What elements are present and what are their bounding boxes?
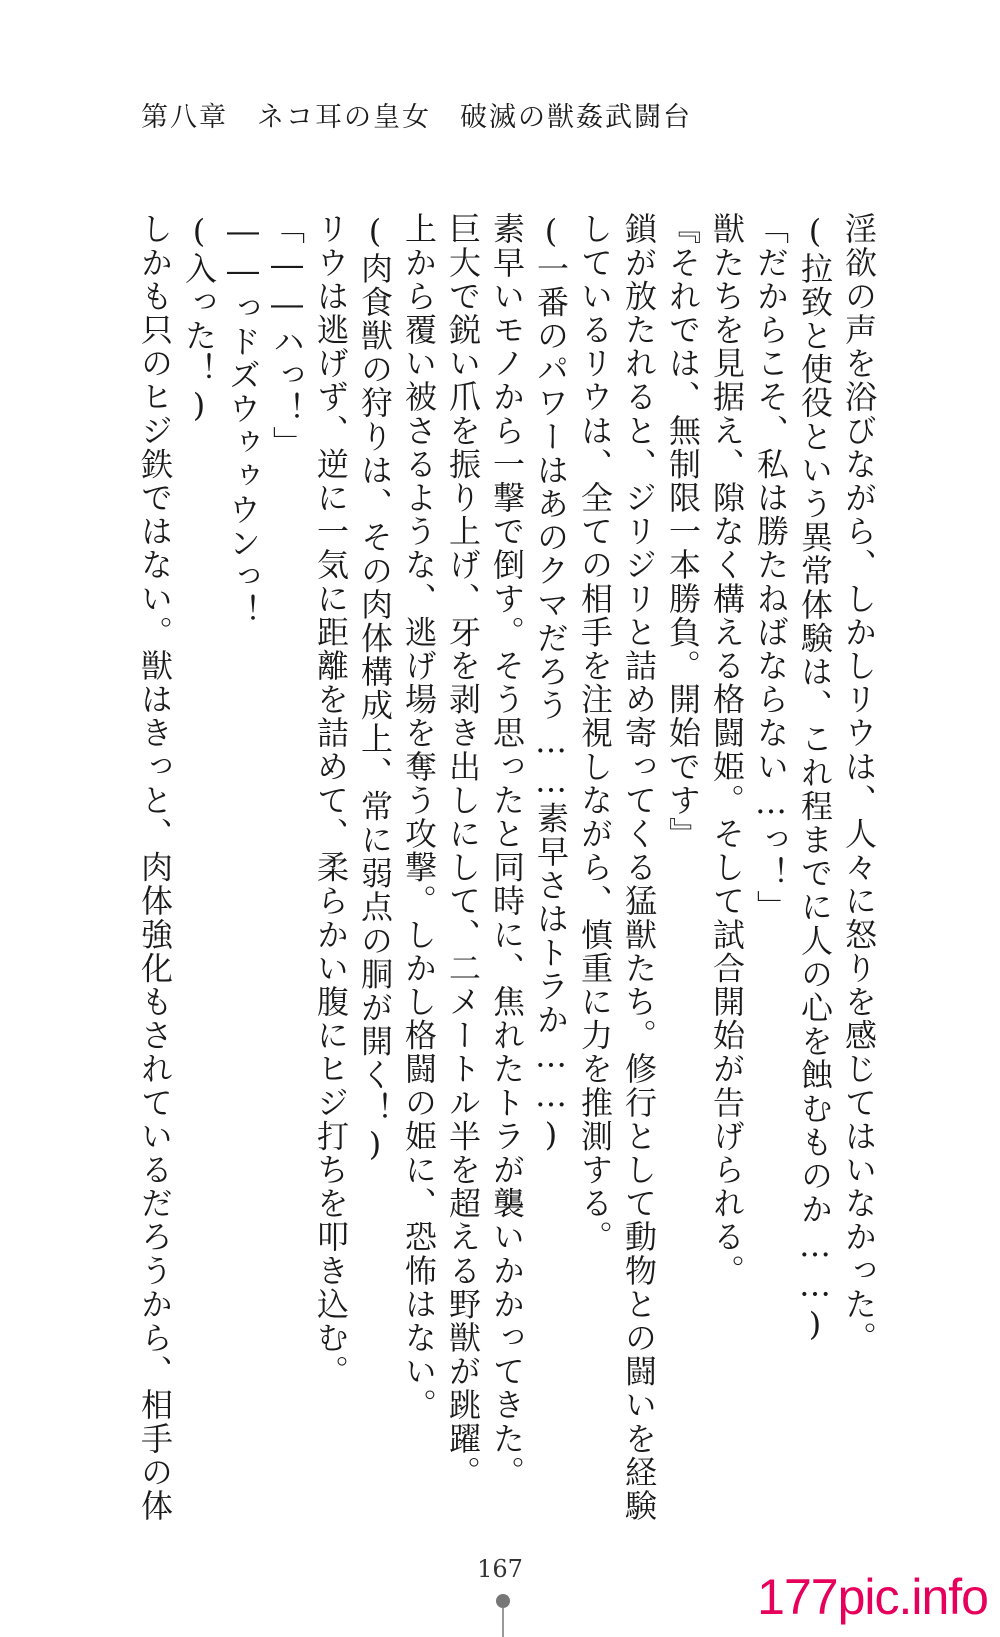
text-line: 素早いモノから一撃で倒す。そう思ったと同時に、焦れたトラが襲いかかってきた。 [488, 212, 526, 1489]
body-text [136, 212, 881, 1523]
text-line: ――っドズウゥゥウンっ！ [224, 212, 262, 628]
text-line: 巨大で鋭い爪を振り上げ、牙を剥き出しにして、二メートル半を超える野獣が跳躍。 [444, 212, 482, 1489]
text-line: (肉食獣の狩りは、その肉体構成上、常に弱点の胴が開く！) [356, 212, 394, 1165]
folio-dot-ornament [496, 1594, 510, 1608]
text-line: (入った！) [180, 212, 218, 426]
text-line: 「だからこそ、私は勝たねばならない…っ！」 [752, 212, 790, 924]
page-number: 167 [477, 1555, 523, 1583]
text-line: 上から覆い被さるような、逃げ場を奪う攻撃。しかし格闘の姫に、恐怖はない。 [400, 212, 438, 1422]
text-line: (拉致と使役という異常体験は、これ程までに人の心を蝕むものか……) [796, 212, 834, 1345]
text-line: しているリウは、全ての相手を注視しながら、慎重に力を推測する。 [576, 212, 614, 1254]
running-head: 第八章 ネコ耳の皇女 破滅の獣姦武闘台 [141, 102, 692, 133]
text-line: 淫欲の声を浴びながら、しかしリウは、人々に怒りを感じてはいなかった。 [840, 212, 878, 1355]
text-line: 鎖が放たれると、ジリジリと詰め寄ってくる猛獣たち。修行として動物との闘いを経験 [620, 212, 658, 1523]
text-line: 「――ハっ！」 [268, 212, 306, 460]
text-line: (一番のパワーはあのクマだろう……素早さはトラか……) [532, 212, 570, 1156]
text-line: リウは逃げず、逆に一気に距離を詰めて、柔らかい腹にヒジ打ちを叩き込む。 [312, 212, 350, 1388]
text-line: しかも只のヒジ鉄ではない。獣はきっと、肉体強化もされているだろうから、相手の体 [136, 212, 174, 1523]
watermark: 177pic.info [757, 1569, 988, 1625]
text-line: 『それでは、無制限一本勝負。開始です』 [664, 212, 702, 851]
text-line: 獣たちを見据え、隙なく構える格闘姫。そして試合開始が告げられる。 [708, 212, 746, 1288]
folio-rule [502, 1608, 504, 1637]
